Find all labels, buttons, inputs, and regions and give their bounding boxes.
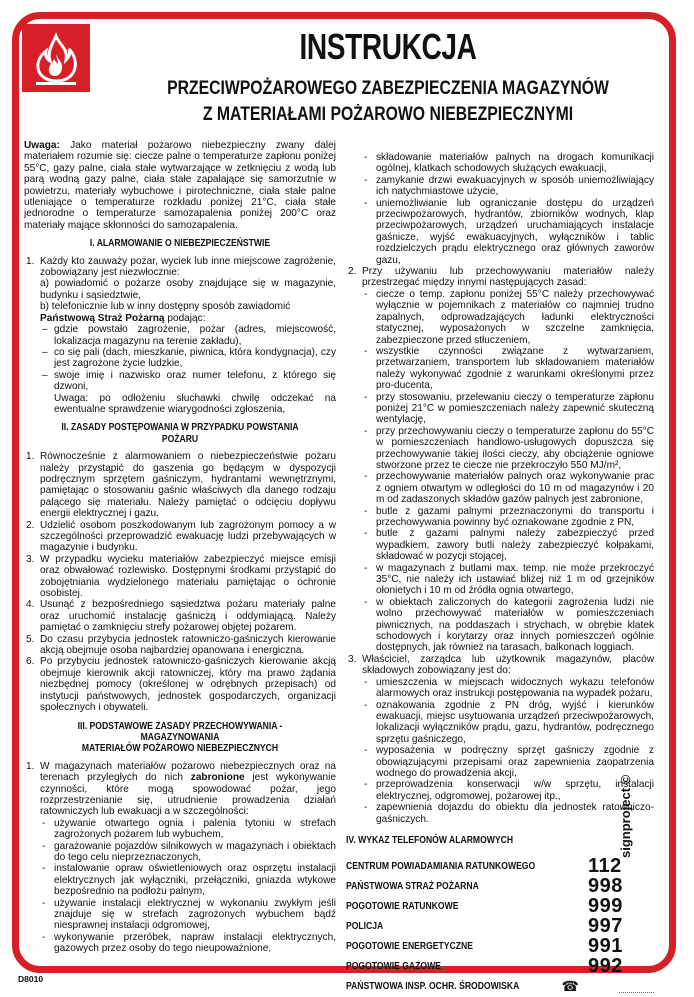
list-item: 1. Równocześnie z alarmowaniem o niebezpieczeństwie pożaru należy przystąpić do gaszenia go będącym w dyspozycji podręcznym sprzętem gaśniczym, hydrantami wewnętrznymi, pamiętając o stosowaniu gaśnic właściwych dla danego rodzaju palącego się materiału. Należy pamiętać o odcięciu dopływu energii elektrycznej i gazu. bbox=[26, 451, 336, 520]
list-item: 3. W przypadku wycieku materiałów zabezpieczyć miejsce emisji oraz obwałować rozlewisko. Dostępnymi środkami przystąpić do zobojętniania wydzielonego materiału pamiętając o ochronie osobistej. bbox=[26, 553, 336, 600]
flame-icon bbox=[22, 24, 90, 92]
phone-row: POGOTOWIE GAZOWE 992 bbox=[346, 955, 623, 978]
brand-label: signproject © bbox=[618, 774, 633, 858]
list-item: - używanie instalacji elektrycznej w wykonaniu zwykłym jeśli znajduje się w strefach zagrożonych wybuchem bądź niesprawnej instalacji odgromowej, bbox=[42, 897, 336, 932]
note: Uwaga: po odłożeniu słuchawki chwilę odczekać na ewentualne sprawdzenie wiarygodności zgłoszenia, bbox=[54, 392, 336, 415]
section-4-heading: IV. WYKAZ TELEFONÓW ALARMOWYCH bbox=[346, 835, 514, 847]
list-item: - oznakowania zgodnie z PN dróg, wyjść i kierunków ewakuacji, miejsc usytuowania urządzeń przeciwpożarowych, lokalizacji wyłączników prądu, gazu, hydrantów, podręcznego sprzętu gaśniczego, bbox=[364, 699, 654, 745]
page-title: INSTRUKCJA bbox=[299, 26, 477, 67]
phone-row: PAŃSTWOWA STRAŻ POŻARNA 998 bbox=[346, 875, 623, 898]
section-3-heading: III. PODSTAWOWE ZASADY PRZECHOWYWANIA - MAGAZYNOWANIA bbox=[77, 720, 283, 743]
list-item: 3. Właściciel, zarządca lub użytkownik magazynów, placów składowych zobowiązany jest do: bbox=[348, 653, 654, 677]
list-item: - w obiektach zaliczonych do kategorii zagrożenia ludzi nie wolno przechowywać materiałów w pomieszczeniach piwnicznych, na poddaszach i strychach, w obrębie klatek schodowych i korytarzy oraz innych pomieszczeń ogólnie dostępnych, jak również na tarasach, balkonach loggiach. bbox=[364, 596, 654, 654]
section-3-heading-2: MATERIAŁÓW POŻAROWO NIEBEZPIECZNYCH bbox=[81, 743, 279, 755]
section-2-heading: II. ZASADY POSTĘPOWANIA W PRZYPADKU POWSTANIA POŻARU bbox=[61, 422, 299, 445]
phone-row: POGOTOWIE ENERGETYCZNE 991 bbox=[346, 935, 623, 958]
list-item: - składowanie materiałów palnych na drogach komunikacji ogólnej, klatkach schodowych służących ewakuacji, bbox=[364, 152, 654, 175]
list-item: - przechowywanie materiałów palnych oraz wykonywanie prac z ogniem otwartym w odległości do 10 m od magazynów i 20 m od zadaszonych składów gazów palnych jest zabronione, bbox=[364, 471, 654, 506]
list-item: - uniemożliwianie lub ograniczanie dostępu do urządzeń przeciwpożarowych, hydrantów, zbiorników wodnych, klap przeciwpożarowych, urządzeń uruchamiających instalacje gaśnicze, wyjść ewakuacyjnych, wyłączników i tablic rozdzielczych prądu elektrycznego oraz głównych zaworów gazu, bbox=[364, 197, 654, 266]
phone-row: POLICJA 997 bbox=[346, 915, 623, 938]
list-item: - umieszczenia w miejscach widocznych wykazu telefonów alarmowych oraz instrukcji postępowania na wypadek pożaru, bbox=[364, 676, 654, 700]
list-item: - w magazynach z butlami max. temp. nie może przekroczyć 35°C, nie należy ich ustawiać bliżej niż 1 m od grzejników ołonietych i 10 m od źródła ognia otwartego, bbox=[364, 562, 654, 597]
note: Uwaga: Jako materiał pożarowo niebezpieczny zwany dalej materiałem rozumie się: ciecze palne o temperaturze zapłonu poniżej 55°C, gazy palne, ciała stałe wytwarzające w zetknięciu z wodą lub parą wodną gazy palne, ciała stałe zapalające się samorzutnie w powietrzu, materiały wybuchowe i pirotechniczne, ciała stałe palne utleniające o temperaturze rozkładu poniżej 21°C, ciała stałe jednorodne o temperaturze samozapalenia poniżej 200°C oraz materiały mające skłonności do samozapalenia. bbox=[24, 140, 336, 231]
list-item: 5. Do czasu przybycia jednostek ratowniczo-gaśniczych kierowanie akcją obejmuje osoba najbardziej opanowana i energiczna. bbox=[26, 633, 336, 657]
phone-row: PAŃSTWOWA INSP. OCHR. ŚRODOWISKA ☎ bbox=[346, 977, 654, 997]
subtitle-1: PRZECIWPOŻAROWEGO ZABEZPIECZENIA MAGAZYNÓW bbox=[167, 78, 609, 99]
phone-list bbox=[346, 831, 654, 997]
list-item: 1. Każdy kto zauważy pożar, wyciek lub inne miejscowe zagrożenie, zobowiązany jest niezwłocznie: bbox=[26, 255, 336, 279]
list-item: a) powiadomić o pożarze osoby znajdujące się w magazynie, budynku i sąsiedztwie, bbox=[40, 278, 336, 301]
list-item: – gdzie powstało zagrożenie, pożar (adres, miejscowość, lokalizacja magazynu na terenie zakładu), bbox=[42, 324, 336, 347]
list-item: - garażowanie pojazdów silnikowych w magazynach i obiektach do tego celu nieprzeznaczonych, bbox=[42, 840, 336, 863]
list-item: - wszystkie czynności związane z wytwarzaniem, przetwarzaniem, transportem lub składowaniem materiałów należy wykonywać zgodnie z warunkami określonymi przez pro-ducenta, bbox=[364, 345, 654, 392]
list-item: - instalowanie opraw oświetleniowych oraz osprzętu instalacji elektrycznych jak wyłączniki, przełączniki, gniazda wtykowe bezpośrednio na podłożu palnym, bbox=[42, 863, 336, 898]
list-item: 2. Przy używaniu lub przechowywaniu materiałów należy przestrzegać między innymi następujących zasad: bbox=[348, 266, 654, 289]
phone-row: CENTRUM POWIADAMIANIA RATUNKOWEGO 112 bbox=[346, 855, 622, 878]
list-item: - wyposażenia w podręczny sprzęt gaśniczy zgodnie z obowiązującymi przepisami oraz zapewnienia zaopatrzenia wodnego do prowadzenia akcji, bbox=[364, 745, 654, 779]
right-column bbox=[346, 152, 654, 997]
list-item: - ciecze o temp. zapłonu poniżej 55°C należy przechowywać wyłącznie w pojemnikach z materiałów co najmniej trudno zapalnych, odprowadzających ładunki elektryczności statycznej, wyposażonych w szczelne zamknięcia, zabezpieczone przed stłuczeniem, bbox=[364, 288, 654, 346]
list-item: - przeprowadzenia konserwacji w/w sprzętu, instalacji elektrycznej, odgromowej, pożarowej itp., bbox=[364, 779, 654, 802]
list-item: – co się pali (dach, mieszkanie, piwnica, która kondygnacja), czy jest zagrożone życie ludzkie, bbox=[42, 346, 336, 370]
list-item: 6. Po przybyciu jednostek ratowniczo-gaśniczych kierowanie akcją obejmuje kierownik akcji ratowniczej, który ma prawo żądania niezbędnej pomocy (określonej w odrębnych przepisach) od instytucji państwowych, jednostek gospodarczych, organizacji społecznych i obywateli. bbox=[26, 656, 336, 714]
section-1-heading: I. ALARMOWANIE O NIEBEZPIECZEŃSTWIE bbox=[89, 238, 271, 250]
list-item: - butle z gazami palnymi należy zabezpieczyć przed wypadkiem, zawory butli należy zabezpieczyć kołpakami, składować w pozycji stojącej, bbox=[364, 528, 654, 563]
list-item: - używanie otwartego ognia i palenia tytoniu w strefach zagrożonych pożarem lub wybuchem, bbox=[42, 817, 336, 841]
phone-row: POGOTOWIE RATUNKOWE 999 bbox=[346, 895, 623, 918]
list-item: - zamykanie drzwi ewakuacyjnych w sposób uniemożliwiający ich natychmiastowe użycie, bbox=[364, 174, 654, 198]
list-item: 4. Usunąć z bezpośredniego sąsiedztwa pożaru materiały palne oraz uruchomić instalację gaśniczą i oddymiającą. Należy pamiętać o zamknięciu strefy pożarowej objętej pożarem. bbox=[26, 599, 336, 634]
list-item: - zapewnienia dojazdu do obiektu dla jednostek ratowniczo-gaśniczych. bbox=[364, 802, 654, 825]
subtitle-2: Z MATERIAŁAMI POŻAROWO NIEBEZPIECZNYMI bbox=[202, 104, 574, 125]
list-item: 1. W magazynach materiałów pożarowo niebezpiecznych oraz na terenach przyległych do nich zabronione jest wykonywanie czynności, które mogą spowodować pożar, jego rozprzestrzenianie się, utrudnienie prowadzenia działań ratowniczych lub ewakuacji a w szczególności: bbox=[26, 760, 336, 818]
product-code: D8010 bbox=[18, 974, 44, 984]
list-item: - butle z gazami palnymi przeznaczonymi do transportu i przechowywania powinny być oznakowane zgodnie z PN, bbox=[364, 505, 654, 528]
list-item: 2. Udzielić osobom poszkodowanym lub zagrożonym pomocy a w szczególności przeprowadzić ewakuację ludzi przebywających w magazynie i budynku. bbox=[26, 519, 336, 554]
list-item: b) telefonicznie lub w inny dostępny sposób zawiadomić Państwową Straż Pożarną podając: bbox=[40, 301, 291, 324]
left-column bbox=[24, 140, 336, 955]
telephone-icon: ☎ bbox=[561, 978, 579, 995]
list-item: - przy przechowywaniu cieczy o temperaturze zapłonu do 55°C w pomieszczeniach handlowo-usługowych dopuszcza się przechowywanie takiej ilości cieczy, aby obciążenie ogniowe stworzone przez te ciecze nie przekroczyło 550 MJ/m², bbox=[364, 425, 654, 471]
list-item: - wykonywanie przeróbek, napraw instalacji elektrycznych, gazowych przez osoby do tego nieupoważnione, bbox=[42, 931, 336, 955]
list-item: - przy stosowaniu, przelewaniu cieczy o temperaturze zapłonu poniżej 21°C w pomieszczeniach należy zapewnić skuteczną wentylację, bbox=[364, 391, 654, 426]
list-item: – swoje imię i nazwisko oraz numer telefonu, z którego się dzwoni, bbox=[42, 369, 336, 393]
